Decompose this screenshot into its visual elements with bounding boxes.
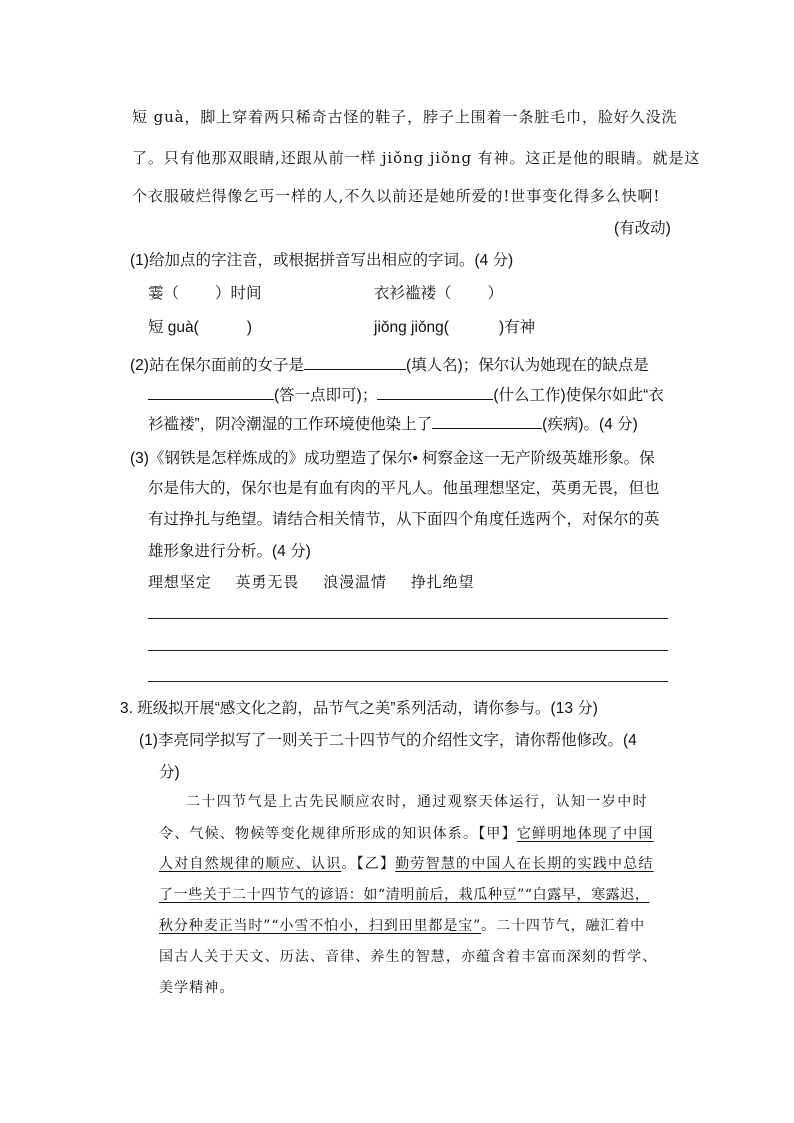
q3-option-4: 挣扎绝望 (410, 573, 475, 591)
q2-text-1b: (填人名)；保尔认为她现在的缺点是 (405, 357, 649, 374)
q1-item-b-pre: 衣衫褴褛（ (374, 285, 452, 302)
q2-line-1 (130, 353, 649, 375)
q2-blank-disease[interactable] (432, 412, 542, 429)
q2-blank-flaw[interactable] (148, 383, 274, 400)
q2-text-3a: 衫褴褛”，阴冷潮湿的工作环境使他染上了 (148, 416, 433, 433)
solar-terms-text-2a: 令、气候、物候等变化规律所形成的知识体系。【甲】 (159, 826, 517, 842)
answer-line-1[interactable] (148, 618, 668, 619)
q1-item-b-post: ） (487, 285, 504, 302)
q2-text-2a: (答一点即可)； (274, 387, 378, 404)
passage-line-3: 个衣服破烂得像乞丐一样的人,不久以前还是她所爱的!世事变化得多么快啊! (132, 187, 661, 205)
sentence-yi-underlined: 勤劳智慧的中国人在长期的实践中总结 (395, 856, 654, 872)
q1-item-c-post: ) (246, 319, 253, 336)
solar-terms-text-line-7: 美学精神。 (159, 980, 235, 996)
passage-line-2: 了。只有他那双眼睛,还跟从前一样 jiǒng jiǒng 有神。这正是他的眼睛。就是这 (132, 149, 701, 167)
q3-line-2: 尔是伟大的，保尔也是有血有肉的平凡人。他虽理想坚定，英勇无畏，但也 (148, 480, 660, 497)
solar-terms-text-line-6: 国古人关于天文、历法、音律、养生的智慧，亦蕴含着丰富而深刻的哲学、 (159, 949, 658, 965)
q3-options (148, 571, 474, 592)
section-3-sub1-line-2: 分) (159, 764, 180, 781)
q1-item-c (148, 315, 252, 337)
sentence-yi-underlined-cont: 了一些关于二十四节气的谚语：如“清明前后，栽瓜种豆”“白露早，寒露迟， (159, 887, 650, 903)
solar-terms-text-line-5 (159, 915, 645, 935)
sentence-jia-underlined-cont: 人对自然规律的顺应、认识 (159, 856, 342, 872)
q3-option-2: 英勇无畏 (235, 573, 300, 591)
solar-terms-text-5b: 。二十四节气，融汇着中 (481, 918, 646, 934)
answer-line-2[interactable] (148, 650, 668, 651)
passage-source-note: (有改动) (614, 220, 671, 237)
solar-terms-text-line-2 (159, 823, 654, 843)
solar-terms-text-line-3 (159, 853, 654, 873)
passage-line-1: 短 guà，脚上穿着两只稀奇古怪的鞋子，脖子上围着一条脏毛巾，脸好久没洗 (132, 108, 678, 126)
section-3-sub1-line-1: (1)李亮同学拟写了一则关于二十四节气的介绍性文字，请你帮他修改。(4 (139, 732, 637, 749)
q2-line-2 (148, 383, 664, 405)
q2-blank-name[interactable] (304, 353, 406, 370)
q1-item-b (374, 281, 503, 303)
q2-text-3b: (疾病)。(4 分) (542, 416, 638, 433)
q1-item-d-pre: jiǒng jiǒng( (374, 319, 449, 336)
solar-terms-text-line-4 (159, 884, 649, 904)
q2-blank-work[interactable] (377, 383, 493, 400)
q3-line-3: 有过挣扎与绝望。请结合相关情节，从下面四个角度任选两个，对保尔的英 (148, 511, 660, 528)
q2-text-1a: (2)站在保尔面前的女子是 (130, 357, 304, 374)
q1-item-c-pre: 短 guà( (148, 319, 199, 336)
q2-line-3 (148, 412, 638, 434)
sentence-jia-underlined: 它鲜明地体现了中国 (516, 826, 654, 842)
q1-item-a-post: ）时间 (215, 285, 262, 302)
marker-yi: 。【乙】 (341, 856, 396, 872)
q3-option-1: 理想坚定 (148, 573, 212, 591)
q2-text-2b: (什么工作)使保尔如此“衣 (493, 387, 664, 404)
q1-item-a (148, 281, 262, 303)
q1-item-d (374, 315, 535, 337)
q3-line-4: 雄形象进行分析。(4 分) (148, 543, 311, 560)
solar-terms-text-line-1: 二十四节气是上古先民顺应农时，通过观察天体运行，认知一岁中时 (186, 794, 648, 810)
q1-stem: (1)给加点的字注音，或根据拼音写出相应的字词。(4 分) (130, 252, 514, 269)
q3-option-3: 浪漫温情 (323, 573, 387, 591)
section-3-title: 3. 班级拟开展“感文化之韵，品节气之美”系列活动，请你参与。(13 分) (120, 700, 598, 717)
answer-line-3[interactable] (148, 681, 668, 682)
q3-line-1: (3)《钢铁是怎样炼成的》成功塑造了保尔• 柯察金这一无产阶级英雄形象。保 (130, 450, 655, 467)
sentence-yi-underlined-end: 秋分种麦正当时”“小雪不怕小，扫到田里都是宝” (159, 918, 482, 934)
q1-item-a-pre: 霎（ (148, 285, 180, 302)
q1-item-d-post: )有神 (498, 319, 536, 336)
